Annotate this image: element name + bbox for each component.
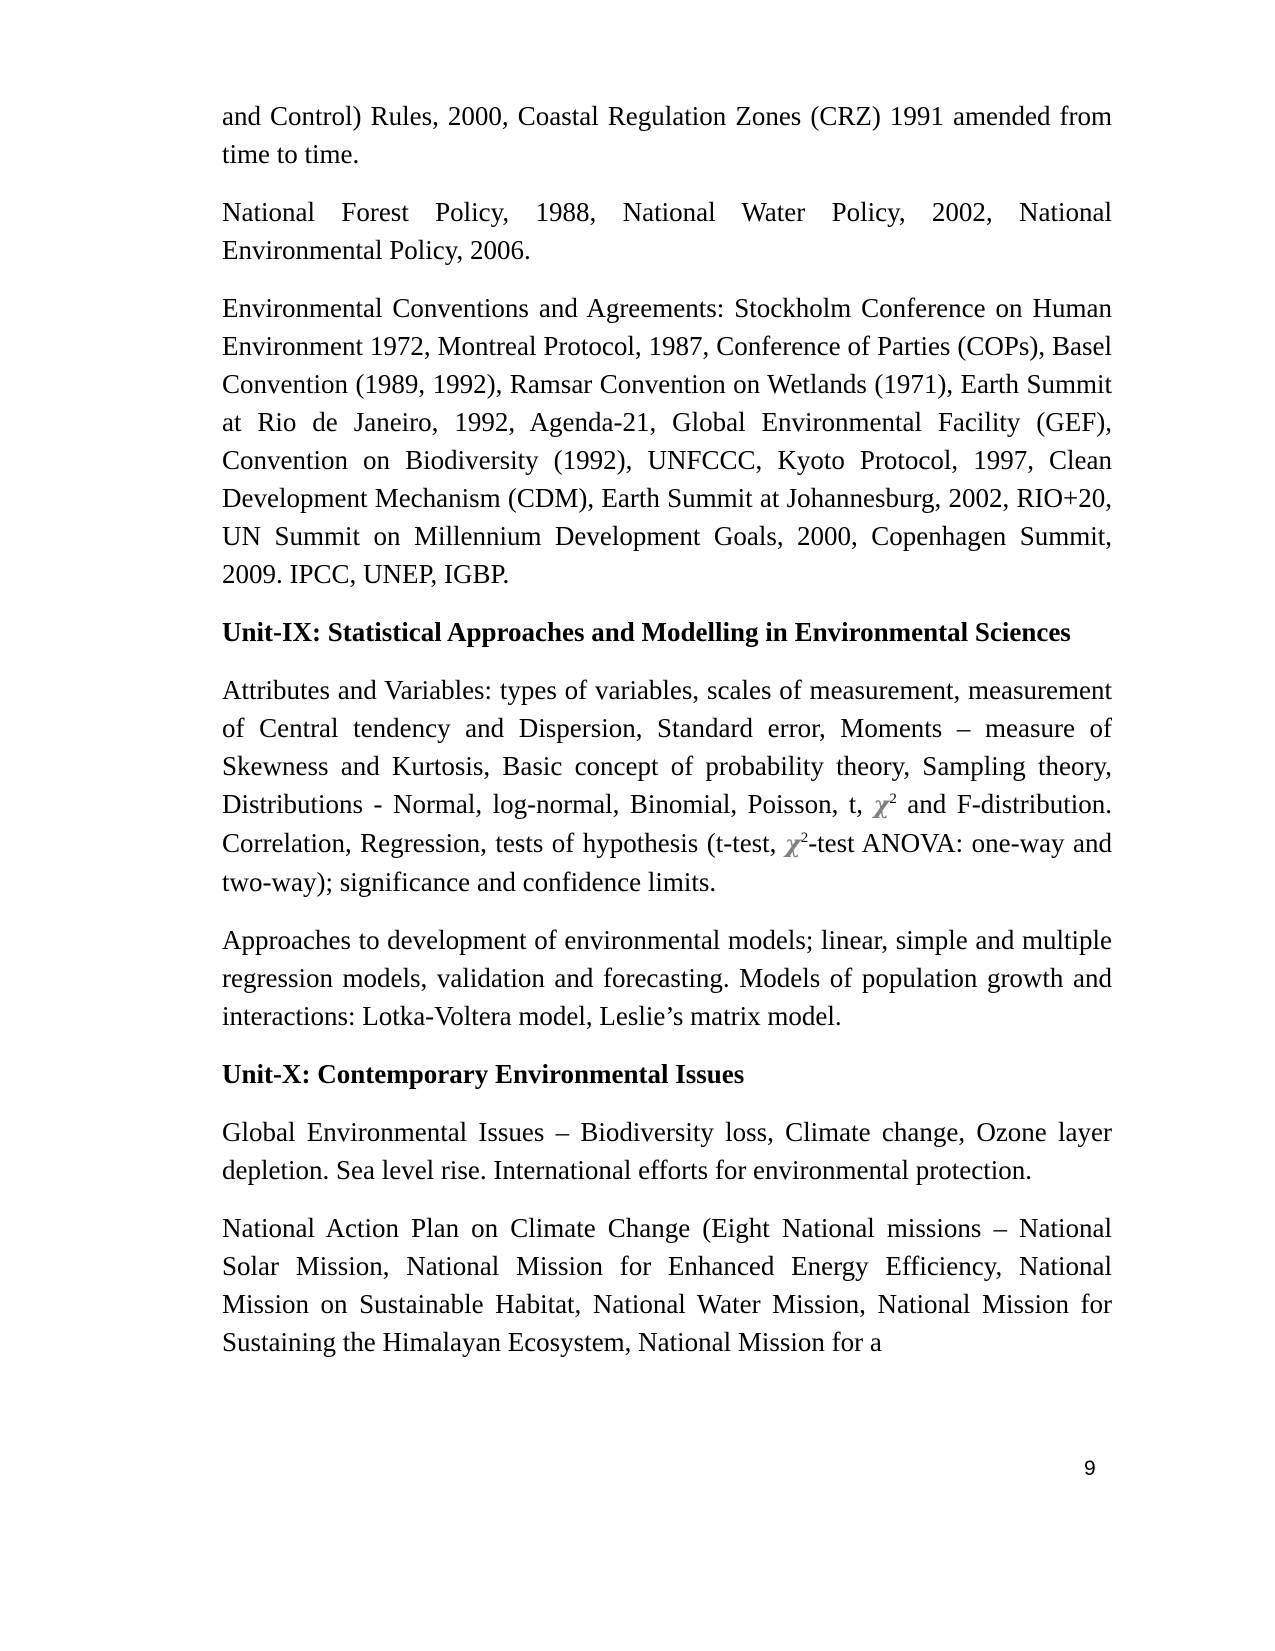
heading-unit-x: Unit-X: Contemporary Environmental Issues	[222, 1059, 745, 1089]
attributes-text-end: -test ANOVA: one-way and two-way); significance and confidence limits.	[222, 828, 1112, 897]
paragraph-environmental-conventions: Environmental Conventions and Agreements: Stockholm Conference on Human Environment 1972, Montreal Protocol, 1987, Conference of Parties (COPs), Basel Convention (1989, 1992), Ramsar Convention on Wetlands (1971), Earth Summit at Rio de Janeiro, 1992, Agenda-21, Global Environmental Facility (GEF), Convention on Biodiversity (1992), UNFCCC, Kyoto Protocol, 1997, Clean Development Mechanism (CDM), Earth Summit at Johannesburg, 2002, RIO+20, UN Summit on Millennium Development Goals, 2000, Copenhagen Summit, 2009. IPCC, UNEP, IGBP.	[222, 293, 1112, 589]
paragraph-rules-crz: and Control) Rules, 2000, Coastal Regulation Zones (CRZ) 1991 amended from time to time.	[222, 101, 1112, 169]
paragraph-attributes-variables	[222, 671, 1112, 901]
paragraph-environmental-models: Approaches to development of environmental models; linear, simple and multiple regression models, validation and forecasting. Models of population growth and interactions: Lotka-Voltera model, Leslie’s matrix model.	[222, 925, 1112, 1031]
heading-unit-ix: Unit-IX: Statistical Approaches and Modelling in Environmental Sciences	[222, 617, 1071, 647]
chi-square-symbol-test: χ	[784, 829, 801, 858]
page-number: 9	[1084, 1457, 1096, 1480]
paragraph-climate-action-plan: National Action Plan on Climate Change (Eight National missions – National Solar Mission, National Mission for Enhanced Energy Efficiency, National Mission on Sustainable Habitat, National Water Mission, National Mission for Sustaining the Himalayan Ecosystem, National Mission for a	[222, 1213, 1112, 1357]
attributes-text-middle: and F-distribution. Correlation, Regression, tests of hypothesis (t-test,	[222, 789, 1112, 858]
chi-square-test-superscript: 2	[800, 830, 809, 846]
page-content	[222, 97, 1112, 1381]
paragraph-national-policies: National Forest Policy, 1988, National Water Policy, 2002, National Environmental Policy, 2006.	[222, 197, 1112, 265]
chi-square-symbol: χ	[873, 790, 890, 819]
attributes-text-start: Attributes and Variables: types of variables, scales of measurement, measurement of Central tendency and Dispersion, Standard error, Moments – measure of Skewness and Kurtosis, Basic concept of probability theory, Sampling theory, Distributions - Normal, log-normal, Binomial, Poisson, t,	[222, 675, 1112, 819]
chi-square-superscript: 2	[889, 791, 897, 807]
paragraph-global-issues: Global Environmental Issues – Biodiversity loss, Climate change, Ozone layer depletion. Sea level rise. International efforts for environmental protection.	[222, 1117, 1112, 1185]
